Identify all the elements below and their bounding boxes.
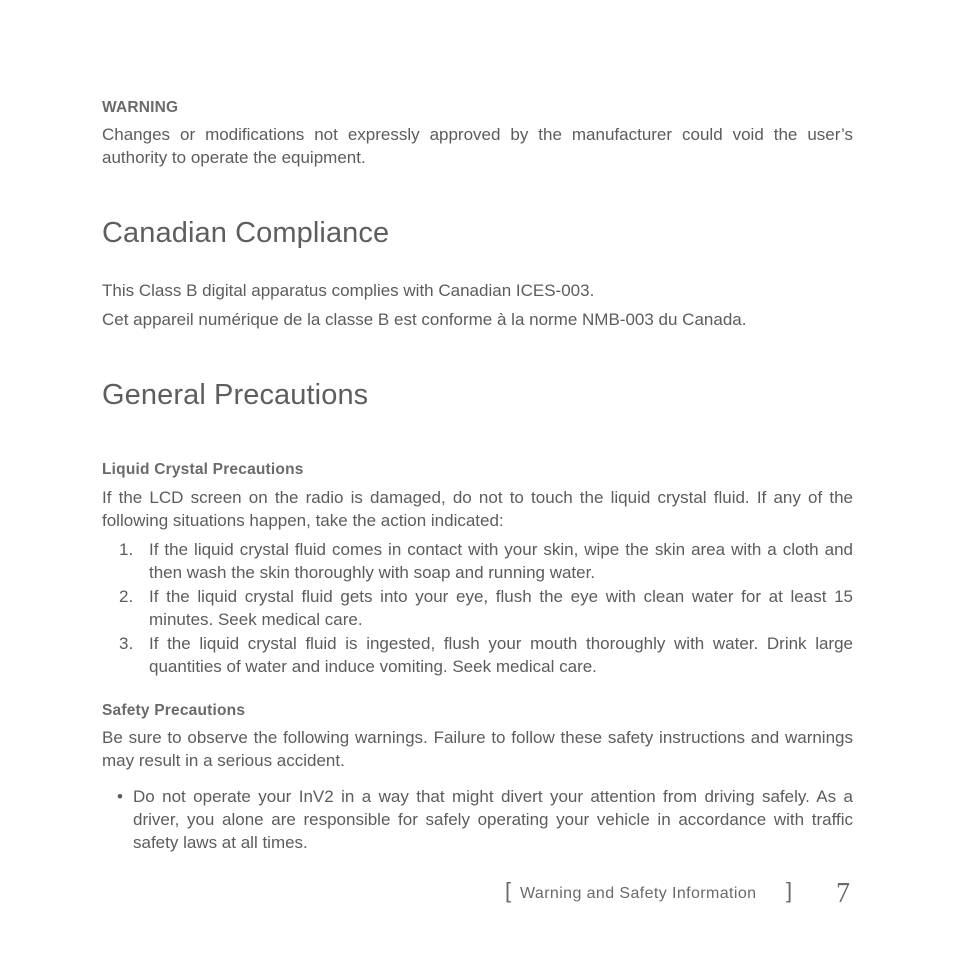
safety-precautions-intro: Be sure to observe the following warnings. Failure to follow these safety instructions and warnings may result in a serious accident.: [102, 728, 853, 770]
page-footer: [505, 876, 855, 910]
list-item-number: 2.: [119, 587, 134, 606]
lcd-steps-list: [102, 538, 853, 679]
warning-text: Changes or modifications not expressly approved by the manufacturer could void the user’s authority to operate the equipment.: [102, 125, 853, 167]
list-item: [102, 585, 853, 631]
list-item-number: 3.: [119, 634, 134, 653]
list-item-text: If the liquid crystal fluid gets into your eye, flush the eye with clean water for at least 15 minutes. Seek medical care.: [149, 587, 853, 629]
list-item-number: 1.: [119, 540, 134, 559]
canadian-compliance-title: Canadian Compliance: [102, 217, 390, 249]
safety-precautions-heading: Safety Precautions: [102, 702, 246, 719]
list-item-text: Do not operate your InV2 in a way that might divert your attention from driving safely. As a driver, you alone are responsible for safely operating your vehicle in accordance with traffic safety laws at all times.: [133, 787, 853, 852]
list-item-text: If the liquid crystal fluid is ingested, flush your mouth thoroughly with water. Drink large quantities of water and induce vomiting. Seek medical care.: [149, 634, 853, 676]
bullet-icon: •: [117, 787, 123, 806]
lcd-precautions-heading: Liquid Crystal Precautions: [102, 461, 304, 478]
page-number: 7: [836, 878, 850, 909]
list-item: [102, 632, 853, 678]
footer-open-bracket: [: [505, 878, 512, 903]
safety-bullets-list: [102, 785, 853, 854]
canadian-compliance-line-1: This Class B digital apparatus complies with Canadian ICES-003.: [102, 281, 595, 300]
footer-close-bracket: ]: [786, 878, 793, 903]
lcd-precautions-intro: If the LCD screen on the radio is damaged, do not to touch the liquid crystal fluid. If any of the following situations happen, take the action indicated:: [102, 488, 853, 530]
list-item-text: If the liquid crystal fluid comes in contact with your skin, wipe the skin area with a cloth and then wash the skin thoroughly with soap and running water.: [149, 540, 853, 582]
list-item: [102, 538, 853, 584]
warning-label: WARNING: [102, 99, 179, 116]
general-precautions-title: General Precautions: [102, 379, 369, 411]
footer-section-title: Warning and Safety Information: [520, 885, 757, 902]
list-item: [102, 785, 853, 854]
canadian-compliance-line-2: Cet appareil numérique de la classe B est conforme à la norme NMB-003 du Canada.: [102, 310, 747, 329]
